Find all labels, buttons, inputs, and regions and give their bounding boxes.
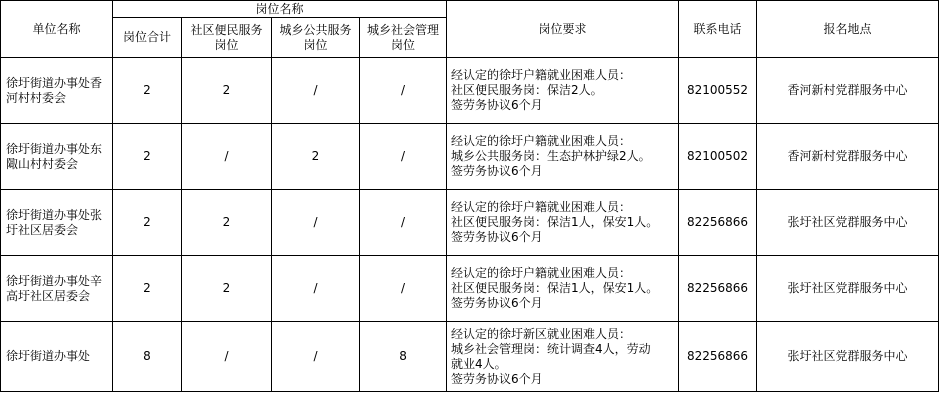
header-requirements: 岗位要求 bbox=[447, 1, 679, 58]
table-row bbox=[1, 124, 939, 190]
requirement-line: 社区便民服务岗：保洁2人。 bbox=[451, 83, 603, 97]
phone-cell: 82256866 bbox=[679, 190, 757, 256]
table-row bbox=[1, 256, 939, 322]
requirement-line: 社区便民服务岗：保洁1人，保安1人。 bbox=[451, 281, 659, 295]
community-cell: 2 bbox=[182, 58, 272, 124]
public-cell: 2 bbox=[272, 124, 360, 190]
header-social-management: 城乡社会管理岗位 bbox=[360, 18, 447, 58]
header-phone: 联系电话 bbox=[679, 1, 757, 58]
requirements-cell bbox=[447, 124, 679, 190]
location-cell: 张圩社区党群服务中心 bbox=[757, 190, 939, 256]
header-community-service: 社区便民服务岗位 bbox=[182, 18, 272, 58]
unit-name-cell: 徐圩街道办事处 bbox=[1, 322, 113, 392]
table-row bbox=[1, 322, 939, 392]
header-unit-name: 单位名称 bbox=[1, 1, 113, 58]
requirements-cell bbox=[447, 58, 679, 124]
public-cell: / bbox=[272, 322, 360, 392]
phone-cell: 82256866 bbox=[679, 322, 757, 392]
requirements-cell bbox=[447, 190, 679, 256]
header-positions-group: 岗位名称 bbox=[113, 1, 447, 18]
community-cell: 2 bbox=[182, 190, 272, 256]
public-cell: / bbox=[272, 58, 360, 124]
unit-name-cell: 徐圩街道办事处香河村村委会 bbox=[1, 58, 113, 124]
phone-cell: 82256866 bbox=[679, 256, 757, 322]
requirement-line: 城乡社会管理岗：统计调查4人，劳动 bbox=[451, 341, 651, 356]
community-cell: / bbox=[182, 124, 272, 190]
phone-cell: 82100502 bbox=[679, 124, 757, 190]
public-cell: / bbox=[272, 190, 360, 256]
header-public-service: 城乡公共服务岗位 bbox=[272, 18, 360, 58]
requirement-line: 就业4人。 bbox=[451, 356, 507, 371]
requirements-cell bbox=[447, 256, 679, 322]
requirement-line: 城乡公共服务岗：生态护林护绿2人。 bbox=[451, 149, 651, 163]
unit-name-cell: 徐圩街道办事处张圩社区居委会 bbox=[1, 190, 113, 256]
unit-name-cell: 徐圩街道办事处辛高圩社区居委会 bbox=[1, 256, 113, 322]
social-cell: / bbox=[360, 58, 447, 124]
table-row bbox=[1, 190, 939, 256]
requirement-line: 签劳务协议6个月 bbox=[451, 296, 543, 310]
requirement-line: 经认定的徐圩户籍就业困难人员： bbox=[451, 134, 632, 148]
requirement-line: 经认定的徐圩户籍就业困难人员： bbox=[451, 200, 632, 214]
header-location: 报名地点 bbox=[757, 1, 939, 58]
location-cell: 香河新村党群服务中心 bbox=[757, 124, 939, 190]
requirements-cell bbox=[447, 322, 679, 392]
phone-cell: 82100552 bbox=[679, 58, 757, 124]
social-cell: / bbox=[360, 256, 447, 322]
social-cell: / bbox=[360, 190, 447, 256]
social-cell: 8 bbox=[360, 322, 447, 392]
total-cell: 2 bbox=[113, 58, 182, 124]
requirement-line: 经认定的徐圩新区就业困难人员： bbox=[451, 326, 632, 341]
header-total: 岗位合计 bbox=[113, 18, 182, 58]
total-cell: 8 bbox=[113, 322, 182, 392]
location-cell: 张圩社区党群服务中心 bbox=[757, 256, 939, 322]
requirement-line: 社区便民服务岗：保洁1人，保安1人。 bbox=[451, 215, 659, 229]
requirement-line: 经认定的徐圩户籍就业困难人员： bbox=[451, 266, 632, 280]
unit-name-cell: 徐圩街道办事处东陬山村村委会 bbox=[1, 124, 113, 190]
requirement-line: 签劳务协议6个月 bbox=[451, 230, 543, 244]
total-cell: 2 bbox=[113, 256, 182, 322]
location-cell: 香河新村党群服务中心 bbox=[757, 58, 939, 124]
requirement-line: 签劳务协议6个月 bbox=[451, 164, 543, 178]
social-cell: / bbox=[360, 124, 447, 190]
table-row bbox=[1, 58, 939, 124]
public-cell: / bbox=[272, 256, 360, 322]
total-cell: 2 bbox=[113, 190, 182, 256]
total-cell: 2 bbox=[113, 124, 182, 190]
community-cell: / bbox=[182, 322, 272, 392]
requirement-line: 经认定的徐圩户籍就业困难人员： bbox=[451, 68, 632, 82]
community-cell: 2 bbox=[182, 256, 272, 322]
location-cell: 张圩社区党群服务中心 bbox=[757, 322, 939, 392]
requirement-line: 签劳务协议6个月 bbox=[451, 98, 543, 112]
requirement-line: 签劳务协议6个月 bbox=[451, 371, 543, 386]
